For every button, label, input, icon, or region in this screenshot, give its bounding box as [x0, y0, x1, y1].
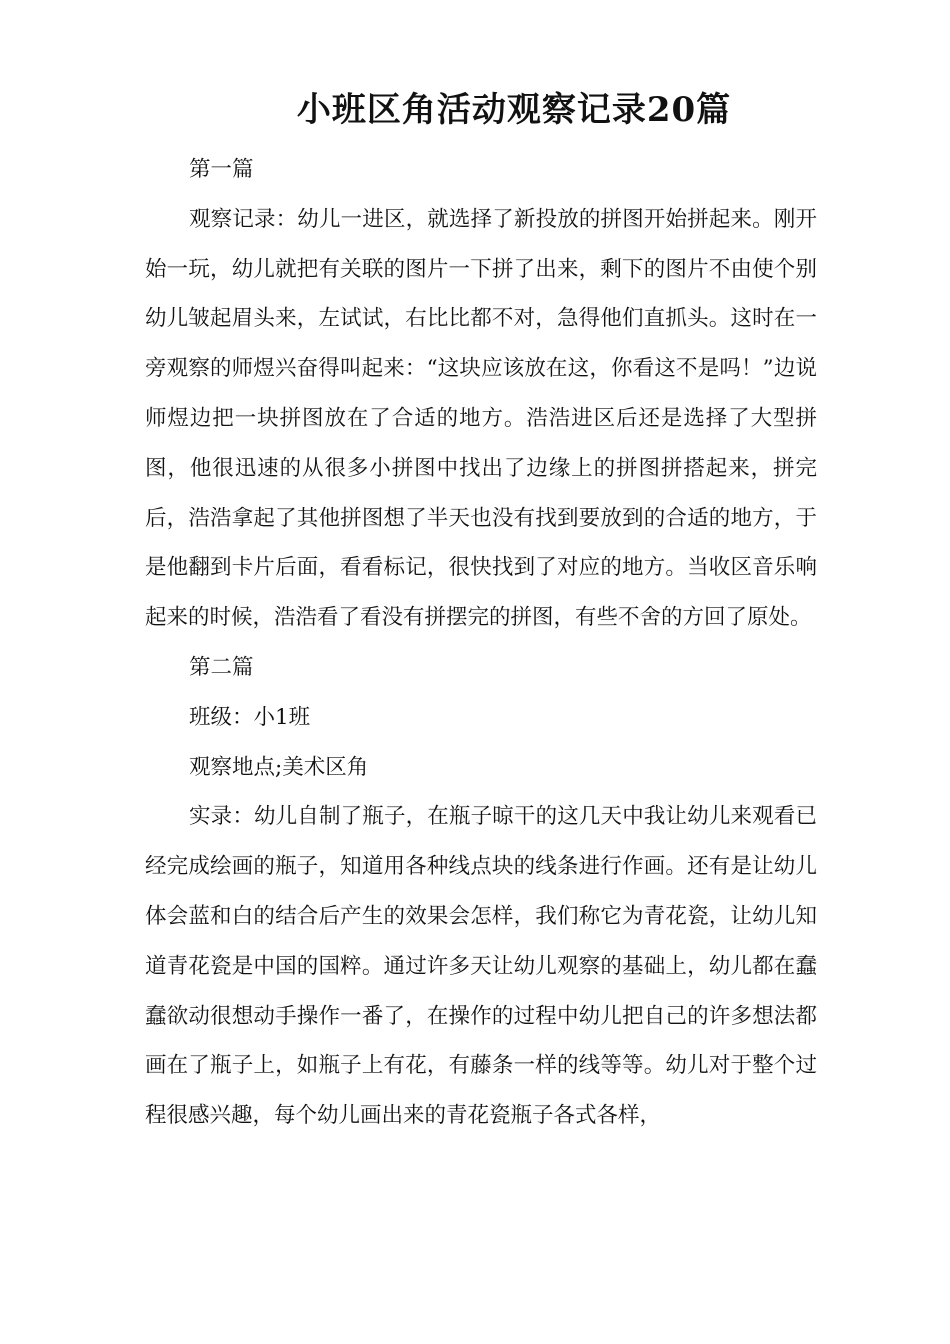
section-2-class-line: 班级：小1班 — [189, 704, 311, 730]
section-1-paragraph-1: 观察记录：幼儿一进区，就选择了新投放的拼图开始拼起来。刚开始一玩，幼儿就把有关联的图片一下拼了出来，剩下的图片不由使个别幼儿皱起眉头来，左试试，右比比都不对，急得他们直抓头。这时在一旁观察的师煜兴奋得叫起来：“这块应该放在这，你看这不是吗！”边说师煜边把一块拼图放在了合适的地方。浩浩进区后还是选择了大型拼图，他很迅速的从很多小拼图中找出了边缘上的拼图拼搭起来，拼完后，浩浩拿起了其他拼图想了半天也没有找到要放到的合适的地方，于是他翻到卡片后面，看看标记，很快找到了对应的地方。当收区音乐响起来的时候，浩浩看了看没有拼摆完的拼图，有些不舍的方回了原处。 — [145, 206, 817, 631]
section-2-location-line: 观察地点;美术区角 — [189, 754, 369, 780]
section-2-record-paragraph: 实录：幼儿自制了瓶子，在瓶子晾干的这几天中我让幼儿来观看已经完成绘画的瓶子，知道用各种线点块的线条进行作画。还有是让幼儿体会蓝和白的结合后产生的效果会怎样，我们称它为青花瓷，让幼儿知道青花瓷是中国的国粹。通过许多天让幼儿观察的基础上，幼儿都在蠢蠢欲动很想动手操作一番了，在操作的过程中幼儿把自己的许多想法都画在了瓶子上，如瓶子上有花，有藤条一样的线等等。幼儿对于整个过程很感兴趣，每个幼儿画出来的青花瓷瓶子各式各样， — [145, 804, 817, 1129]
document-body — [145, 145, 817, 1141]
section-heading-1: 第一篇 — [189, 157, 254, 182]
document-title: 小班区角活动观察记录20篇 — [296, 90, 732, 130]
section-heading-2: 第二篇 — [189, 654, 254, 680]
